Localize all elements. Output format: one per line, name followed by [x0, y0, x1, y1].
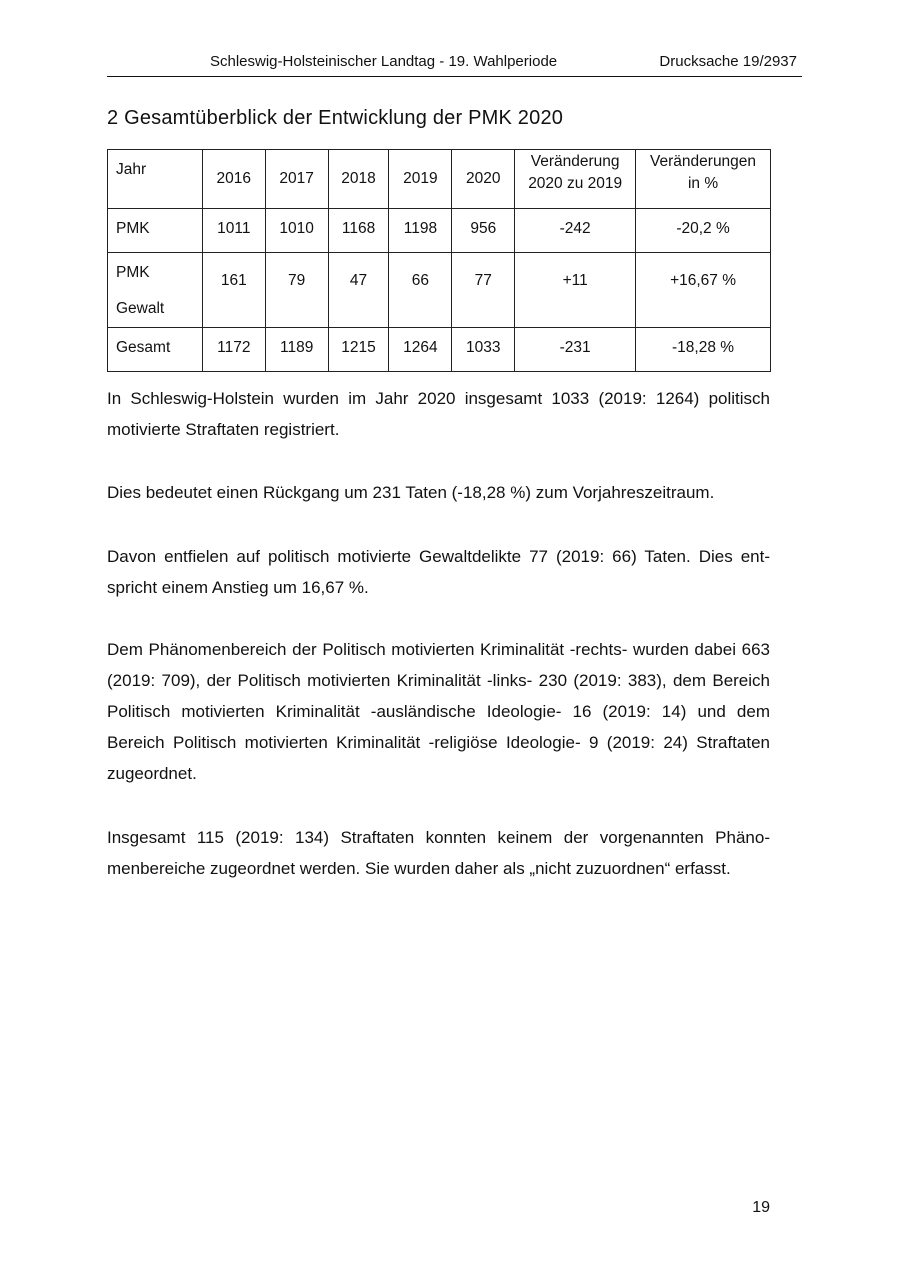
- row-label-line2: Gewalt: [116, 300, 165, 317]
- table-cell-change: -242: [515, 209, 636, 253]
- table-cell: 47: [328, 253, 389, 328]
- table-cell: 79: [265, 253, 328, 328]
- table-cell: 1011: [202, 209, 265, 253]
- table-cell-change-pct: -18,28 %: [636, 328, 771, 372]
- table-cell: 66: [389, 253, 452, 328]
- table-cell-change-pct: -20,2 %: [636, 209, 771, 253]
- paragraph: Davon entfielen auf politisch motivierte Gewaltdelikte 77 (2019: 66) Taten. Dies entspricht einem Anstieg um 16,67 %.: [107, 547, 770, 597]
- row-label: Gesamt: [108, 328, 203, 372]
- table-cell: 1198: [389, 209, 452, 253]
- header-change-line1: Veränderung: [530, 153, 620, 170]
- table-cell: 161: [202, 253, 265, 328]
- table-cell-change: -231: [515, 328, 636, 372]
- table-cell: 1010: [265, 209, 328, 253]
- header-change-line2: 2020 zu 2019: [528, 175, 623, 192]
- header-title: Schleswig-Holsteinischer Landtag - 19. Wahlperiode: [210, 53, 558, 70]
- table-cell: 1215: [328, 328, 389, 372]
- paragraph: In Schleswig-Holstein wurden im Jahr 2020 insgesamt 1033 (2019: 1264) politisch motivierte Straftaten registriert.: [107, 389, 770, 439]
- pmk-overview-table: [107, 149, 771, 372]
- page-number: 19: [752, 1199, 770, 1216]
- row-label: [108, 253, 203, 328]
- paragraph: Dem Phänomenbereich der Politisch motivierten Kriminalität -rechts- wurden dabei 663 (2019: 709), der Politisch motivierten Kriminalität -links- 230 (2019: 383), dem Bereich Politisch motivierten Kriminalität -ausländische Ideologie- 16 (2019: 14) und dem Bereich Politisch motivierten Kriminalität -religiöse Ideologie- 9 (2019: 24) Straftaten zugeordnet.: [107, 640, 770, 783]
- table-row: [108, 209, 771, 253]
- table-cell: 77: [452, 253, 515, 328]
- header-cell-change-pct: [636, 150, 771, 209]
- header-cell-year: 2019: [389, 150, 452, 209]
- table-cell-change-pct: +16,67 %: [636, 253, 771, 328]
- table-cell: 956: [452, 209, 515, 253]
- header-change-pct-line2: in %: [687, 175, 719, 192]
- table-cell: 1033: [452, 328, 515, 372]
- table-cell-change: +11: [515, 253, 636, 328]
- table-cell: 1172: [202, 328, 265, 372]
- row-label: PMK: [108, 209, 203, 253]
- section-title: 2 Gesamtüberblick der Entwicklung der PMK 2020: [107, 107, 564, 129]
- paragraph: Dies bedeutet einen Rückgang um 231 Taten (-18,28 %) zum Vorjahreszeitraum.: [107, 483, 715, 502]
- table-cell: 1189: [265, 328, 328, 372]
- header-cell-label: Jahr: [108, 150, 203, 209]
- page-header: [107, 50, 802, 77]
- header-cell-year: 2020: [452, 150, 515, 209]
- header-change-pct-line1: Veränderungen: [650, 153, 757, 170]
- header-cell-change: [515, 150, 636, 209]
- header-doc-number: Drucksache 19/2937: [659, 53, 797, 70]
- header-cell-year: 2016: [202, 150, 265, 209]
- header-cell-year: 2017: [265, 150, 328, 209]
- table-header-row: [108, 150, 771, 209]
- table-cell: 1264: [389, 328, 452, 372]
- row-label-line1: PMK: [116, 264, 150, 281]
- table-row: [108, 328, 771, 372]
- paragraph: Insgesamt 115 (2019: 134) Straftaten konnten keinem der vorgenannten Phänomenbereiche zugeordnet werden. Sie wurden daher als „nicht zuzuordnen“ erfasst.: [107, 828, 770, 878]
- table-cell: 1168: [328, 209, 389, 253]
- header-cell-year: 2018: [328, 150, 389, 209]
- table-row: [108, 253, 771, 328]
